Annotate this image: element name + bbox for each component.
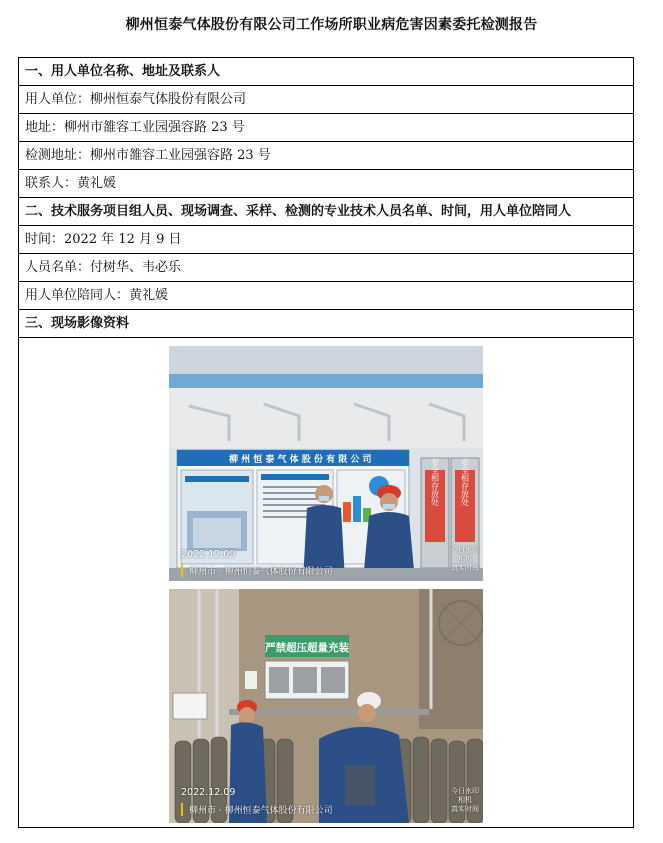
companion-row: 用人单位陪同人：黄礼媛 [19, 282, 633, 310]
section2-heading: 二、技术服务项目组人员、现场调查、采样、检测的专业技术人员名单、时间，用人单位陪同人 [19, 198, 633, 226]
photo1-watermark-brand [451, 546, 479, 573]
photo2-date-stamp: 2022.12.09 [181, 787, 236, 798]
warning-banner-text: 严禁超压超量充装 [265, 642, 349, 654]
photo1-location-stamp: 柳州市 · 柳州恒泰气体股份有限公司 [181, 564, 333, 577]
address-row: 地址：柳州市雒容工业园强容路 23 号 [19, 114, 633, 142]
photo2-watermark-brand [451, 787, 479, 814]
cabinet-label-2-text: 安全相存放处 [460, 458, 470, 506]
site-photo-signboard [169, 346, 483, 581]
time-row: 时间：2022 年 12 月 9 日 [19, 226, 633, 254]
section3-heading: 三、现场影像资料 [19, 310, 633, 338]
cabinet-label-1-text: 安全相存放处 [430, 458, 440, 506]
employer-row: 用人单位：柳州恒泰气体股份有限公司 [19, 86, 633, 114]
report-table [18, 57, 634, 828]
photo1-brand-line1: 今日水印 [451, 546, 479, 554]
test-address-row: 检测地址：柳州市雒容工业园强容路 23 号 [19, 142, 633, 170]
photo1-brand-line2: 相机 [458, 555, 472, 563]
photo2-brand-line2: 相机 [458, 796, 472, 804]
photo2-brand-line3: 真实时间 [451, 805, 479, 813]
photo-area [19, 338, 633, 827]
photo2-brand-line1: 今日水印 [451, 787, 479, 795]
section1-heading: 一、用人单位名称、地址及联系人 [19, 58, 633, 86]
photo2-location-stamp: 柳州市 · 柳州恒泰气体股份有限公司 [181, 803, 333, 816]
photo1-date-stamp: 2022.12.09 [181, 549, 236, 560]
signboard-company-text: 柳 州 恒 泰 气 体 股 份 有 限 公 司 [229, 455, 372, 465]
photo1-brand-line3: 真实时间 [451, 564, 479, 572]
contact-row: 联系人：黄礼媛 [19, 170, 633, 198]
staff-row: 人员名单：付树华、韦必乐 [19, 254, 633, 282]
report-title: 柳州恒泰气体股份有限公司工作场所职业病危害因素委托检测报告 [125, 17, 538, 33]
site-photo-cylinders [169, 589, 483, 823]
